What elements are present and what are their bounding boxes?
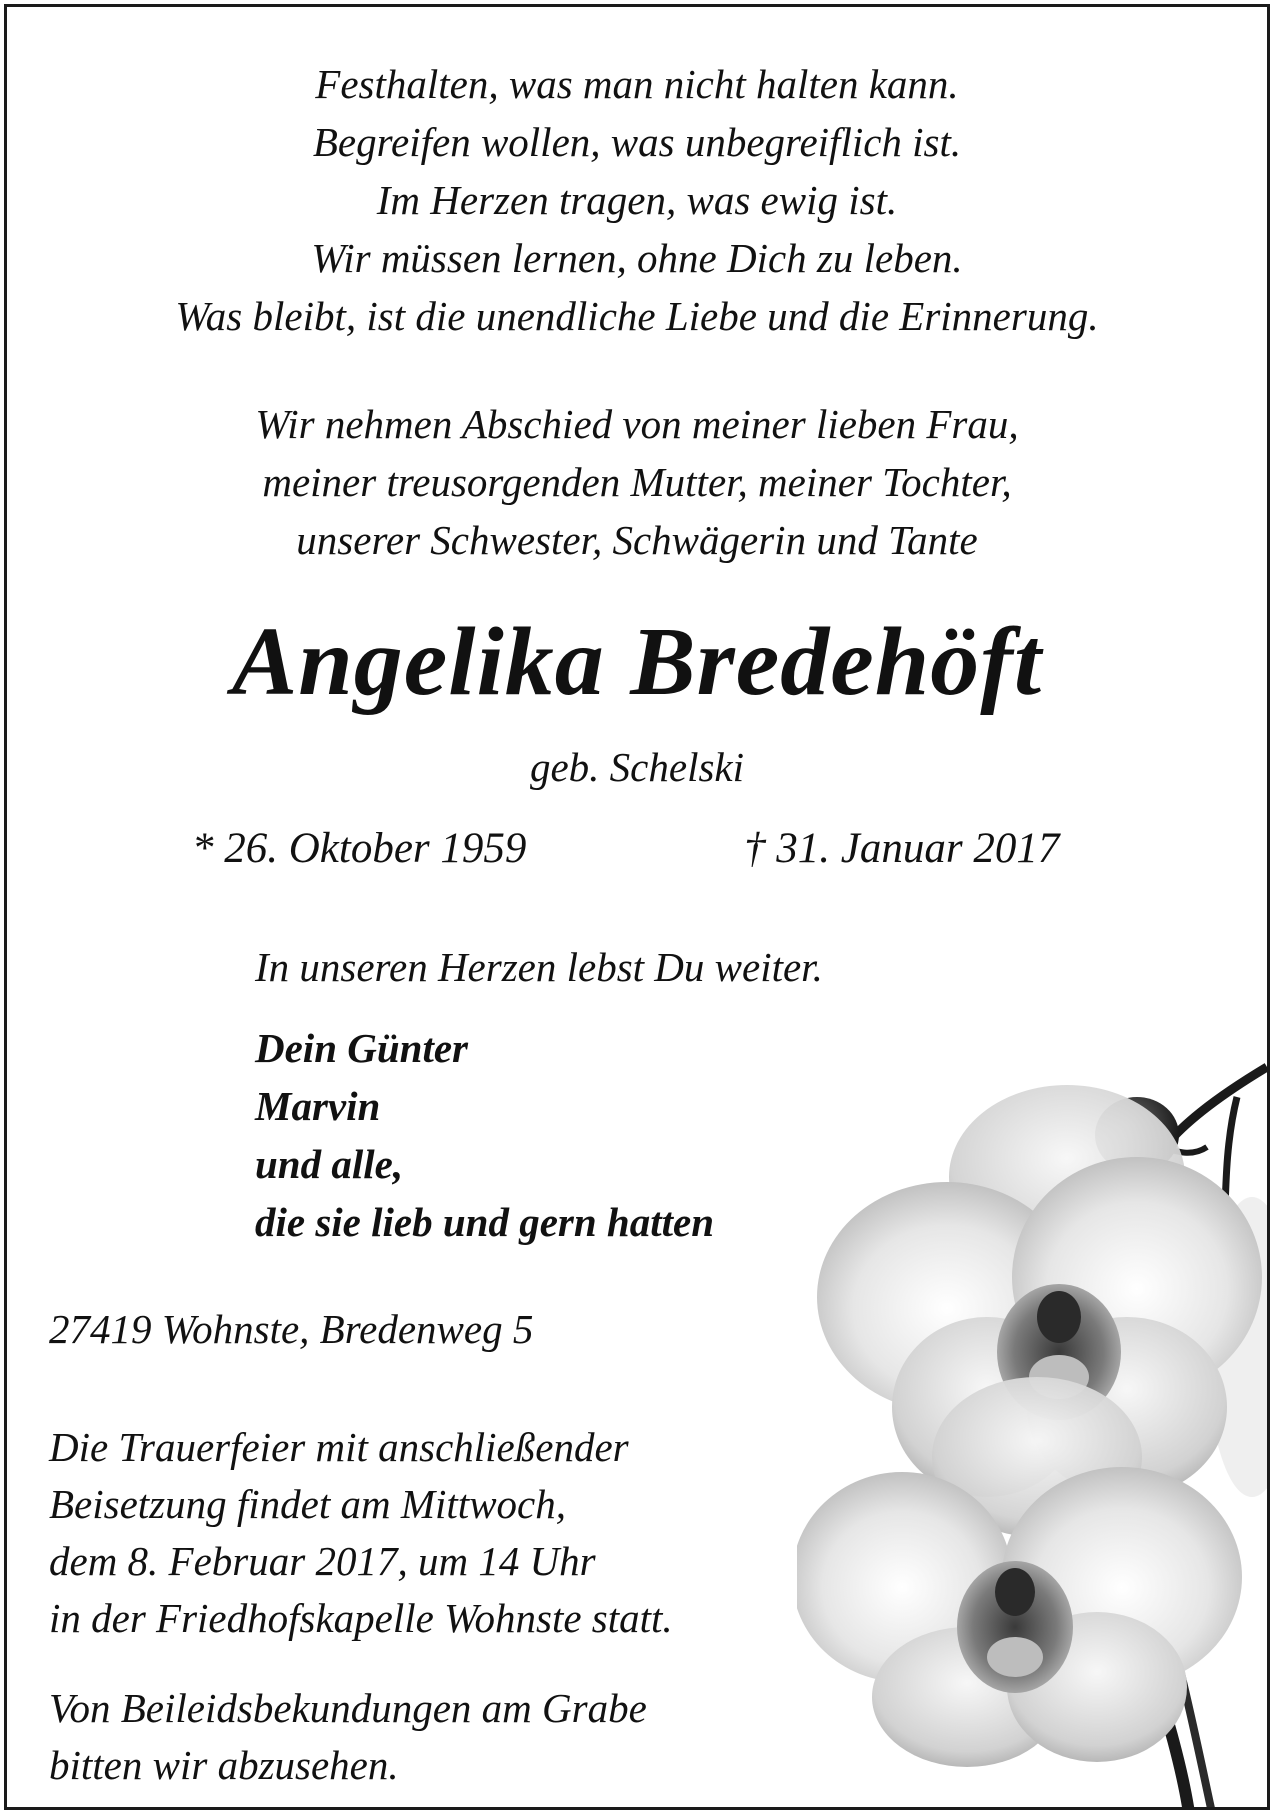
closing-line: In unseren Herzen lebst Du weiter. (255, 944, 823, 990)
poem-line: Was bleibt, ist die unendliche Liebe und die Erinnerung. (175, 293, 1099, 339)
condolence-note (49, 1680, 647, 1794)
ceremony-line: dem 8. Februar 2017, um 14 Uhr (49, 1538, 596, 1584)
farewell-line: unserer Schwester, Schwägerin und Tante (296, 517, 978, 563)
birth-date: * 26. Oktober 1959 (192, 825, 527, 872)
ceremony-info (49, 1419, 673, 1647)
signer: und alle, (255, 1141, 404, 1187)
deceased-name: Angelika Bredehöft (231, 608, 1043, 716)
condolence-line: Von Beileidsbekundungen am Grabe (49, 1685, 647, 1731)
signer: Dein Günter (255, 1025, 469, 1071)
obituary-notice (4, 4, 1270, 1810)
signers (255, 1019, 714, 1251)
ceremony-line: in der Friedhofskapelle Wohnste statt. (49, 1595, 673, 1641)
death-date: † 31. Januar 2017 (744, 825, 1060, 872)
address: 27419 Wohnste, Bredenweg 5 (49, 1306, 534, 1352)
farewell-line: Wir nehmen Abschied von meiner lieben Frau, (255, 401, 1019, 447)
poem-line: Im Herzen tragen, was ewig ist. (376, 177, 898, 223)
condolence-line: bitten wir abzusehen. (49, 1742, 399, 1788)
poem-line: Festhalten, was man nicht halten kann. (315, 61, 959, 107)
signer: die sie lieb und gern hatten (255, 1199, 715, 1245)
farewell-line: meiner treusorgenden Mutter, meiner Tochter, (262, 459, 1012, 505)
ceremony-line: Beisetzung findet am Mittwoch, (49, 1481, 566, 1527)
poem (7, 55, 1267, 345)
signer: Marvin (255, 1083, 381, 1129)
ceremony-line: Die Trauerfeier mit anschließender (49, 1424, 629, 1470)
orchid-icon (797, 1017, 1267, 1810)
maiden-name: geb. Schelski (529, 744, 745, 790)
poem-line: Wir müssen lernen, ohne Dich zu leben. (311, 235, 963, 281)
farewell-text (7, 395, 1267, 569)
poem-line: Begreifen wollen, was unbegreiflich ist. (312, 119, 962, 165)
